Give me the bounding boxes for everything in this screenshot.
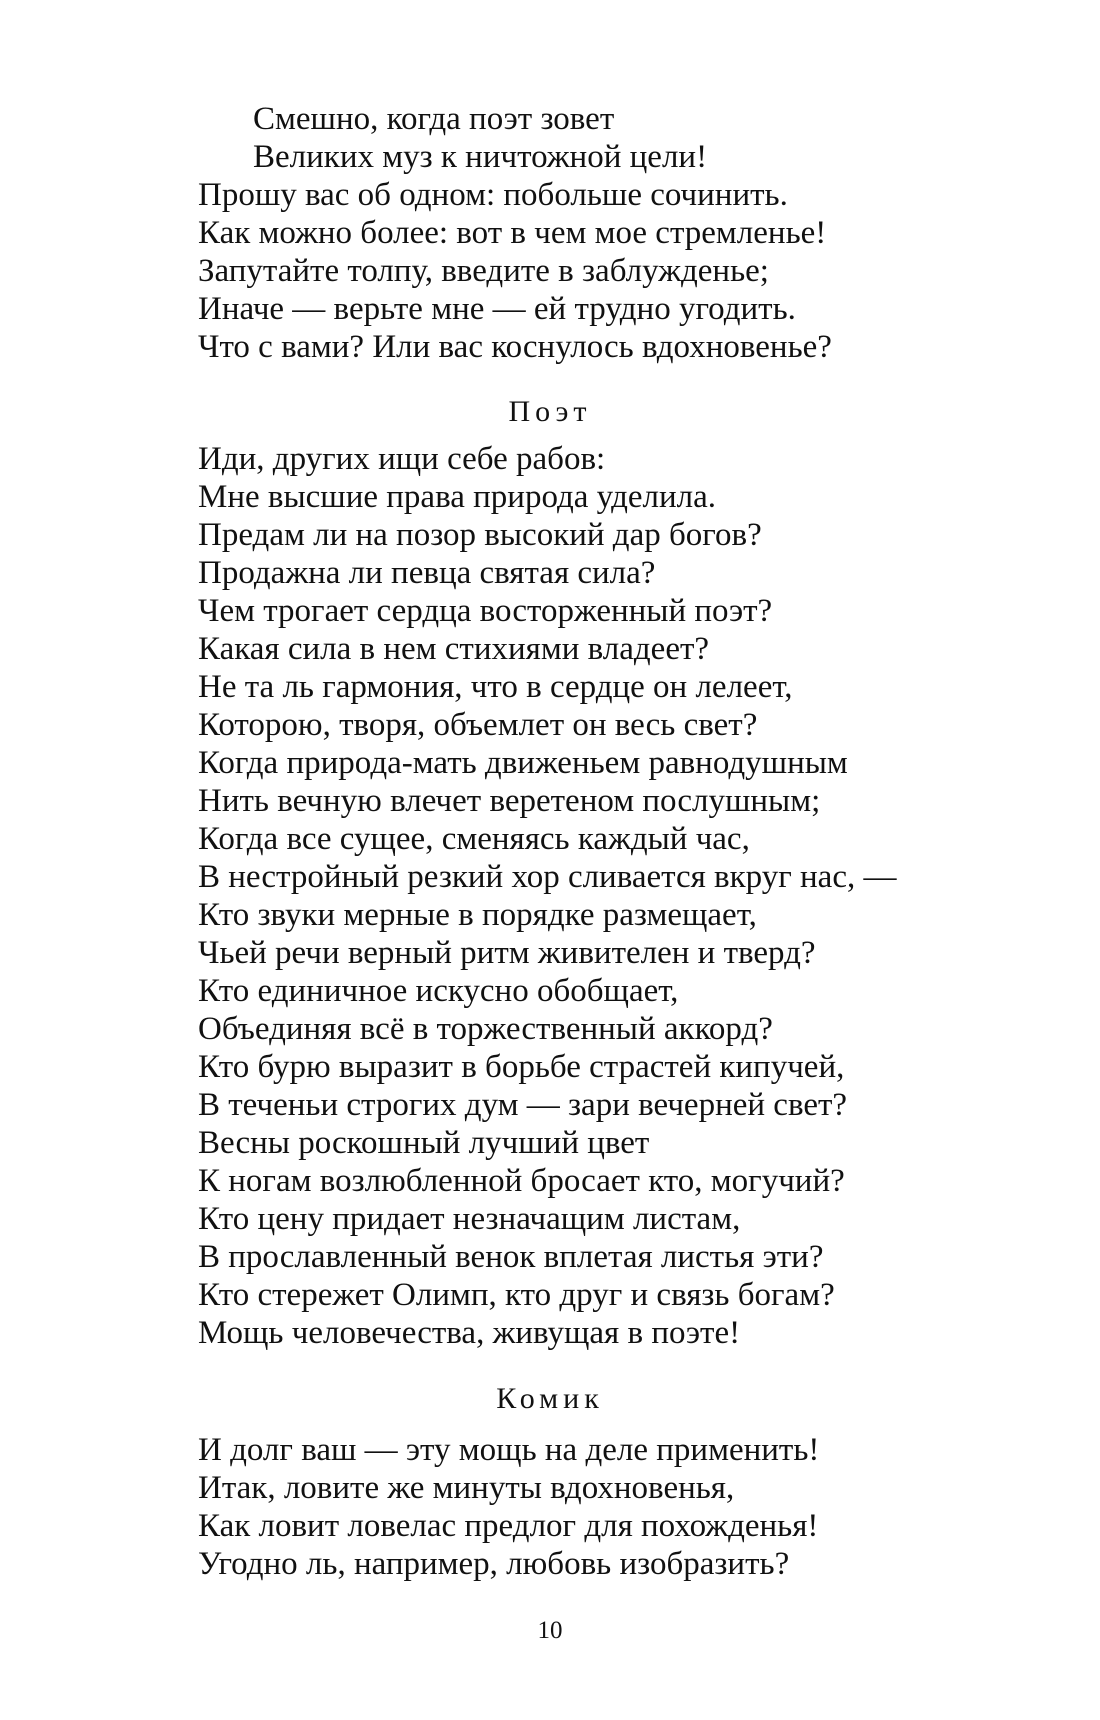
stanza-3 [198,1431,819,1583]
verse-line: Которою, творя, объемлет он весь свет? [198,707,758,743]
verse-line: Иначе — верьте мне — ей трудно угодить. [198,291,796,327]
verse-line: Кто стережет Олимп, кто друг и связь богам? [198,1277,835,1313]
verse-line: Объединяя всё в торжественный аккорд? [198,1011,773,1047]
verse-line: Чьей речи верный ритм живителен и тверд? [198,935,816,971]
verse-line: Кто единичное искусно обобщает, [198,973,679,1009]
verse-line: Как можно более: вот в чем мое стремленье! [198,215,827,251]
verse-line: Иди, других ищи себе рабов: [198,441,606,477]
stanza-1 [198,100,832,366]
verse-line: Кто бурю выразит в борьбе страстей кипучей, [198,1049,845,1085]
verse-line: Мощь человечества, живущая в поэте! [198,1315,741,1351]
speaker-heading-comic: Комик [496,1382,604,1415]
verse-line: Когда природа-мать движеньем равнодушным [198,745,848,781]
verse-line: В нестройный резкий хор сливается вкруг нас, — [198,859,897,895]
stanza-2 [198,440,896,1352]
verse-line: Чем трогает сердца восторженный поэт? [198,593,773,629]
verse-line: В теченьи строгих дум — зари вечерней свет? [198,1087,848,1123]
verse-line: Как ловит ловелас предлог для похожденья! [198,1508,819,1544]
verse-line: Не та ль гармония, что в сердце он лелеет, [198,669,793,705]
page-number: 10 [537,1617,563,1644]
verse-line: В прославленный венок вплетая листья эти? [198,1239,824,1275]
verse-line: Кто цену придает незначащим листам, [198,1201,741,1237]
verse-line: Мне высшие права природа уделила. [198,479,717,515]
verse-line: Итак, ловите же минуты вдохновенья, [198,1470,735,1506]
verse-line: Нить вечную влечет веретеном послушным; [198,783,821,819]
speaker-heading-poet: Поэт [508,395,592,428]
verse-line: Предам ли на позор высокий дар богов? [198,517,762,553]
verse-line: Смешно, когда поэт зовет [253,101,615,137]
verse-line: Весны роскошный лучший цвет [198,1125,650,1161]
verse-line: К ногам возлюбленной бросает кто, могучий? [198,1163,845,1199]
verse-line: Продажна ли певца святая сила? [198,555,656,591]
verse-line: Запутайте толпу, введите в заблужденье; [198,253,769,289]
verse-line: Прошу вас об одном: побольше сочинить. [198,177,788,213]
verse-line: Когда все сущее, сменяясь каждый час, [198,821,750,857]
verse-line: Угодно ль, например, любовь изобразить? [198,1546,790,1582]
verse-line: Что с вами? Или вас коснулось вдохновенье? [198,329,832,365]
verse-line: Великих муз к ничтожной цели! [253,139,708,175]
verse-line: Какая сила в нем стихиями владеет? [198,631,710,667]
verse-line: Кто звуки мерные в порядке размещает, [198,897,757,933]
verse-line: И долг ваш — эту мощь на деле применить! [198,1432,820,1468]
